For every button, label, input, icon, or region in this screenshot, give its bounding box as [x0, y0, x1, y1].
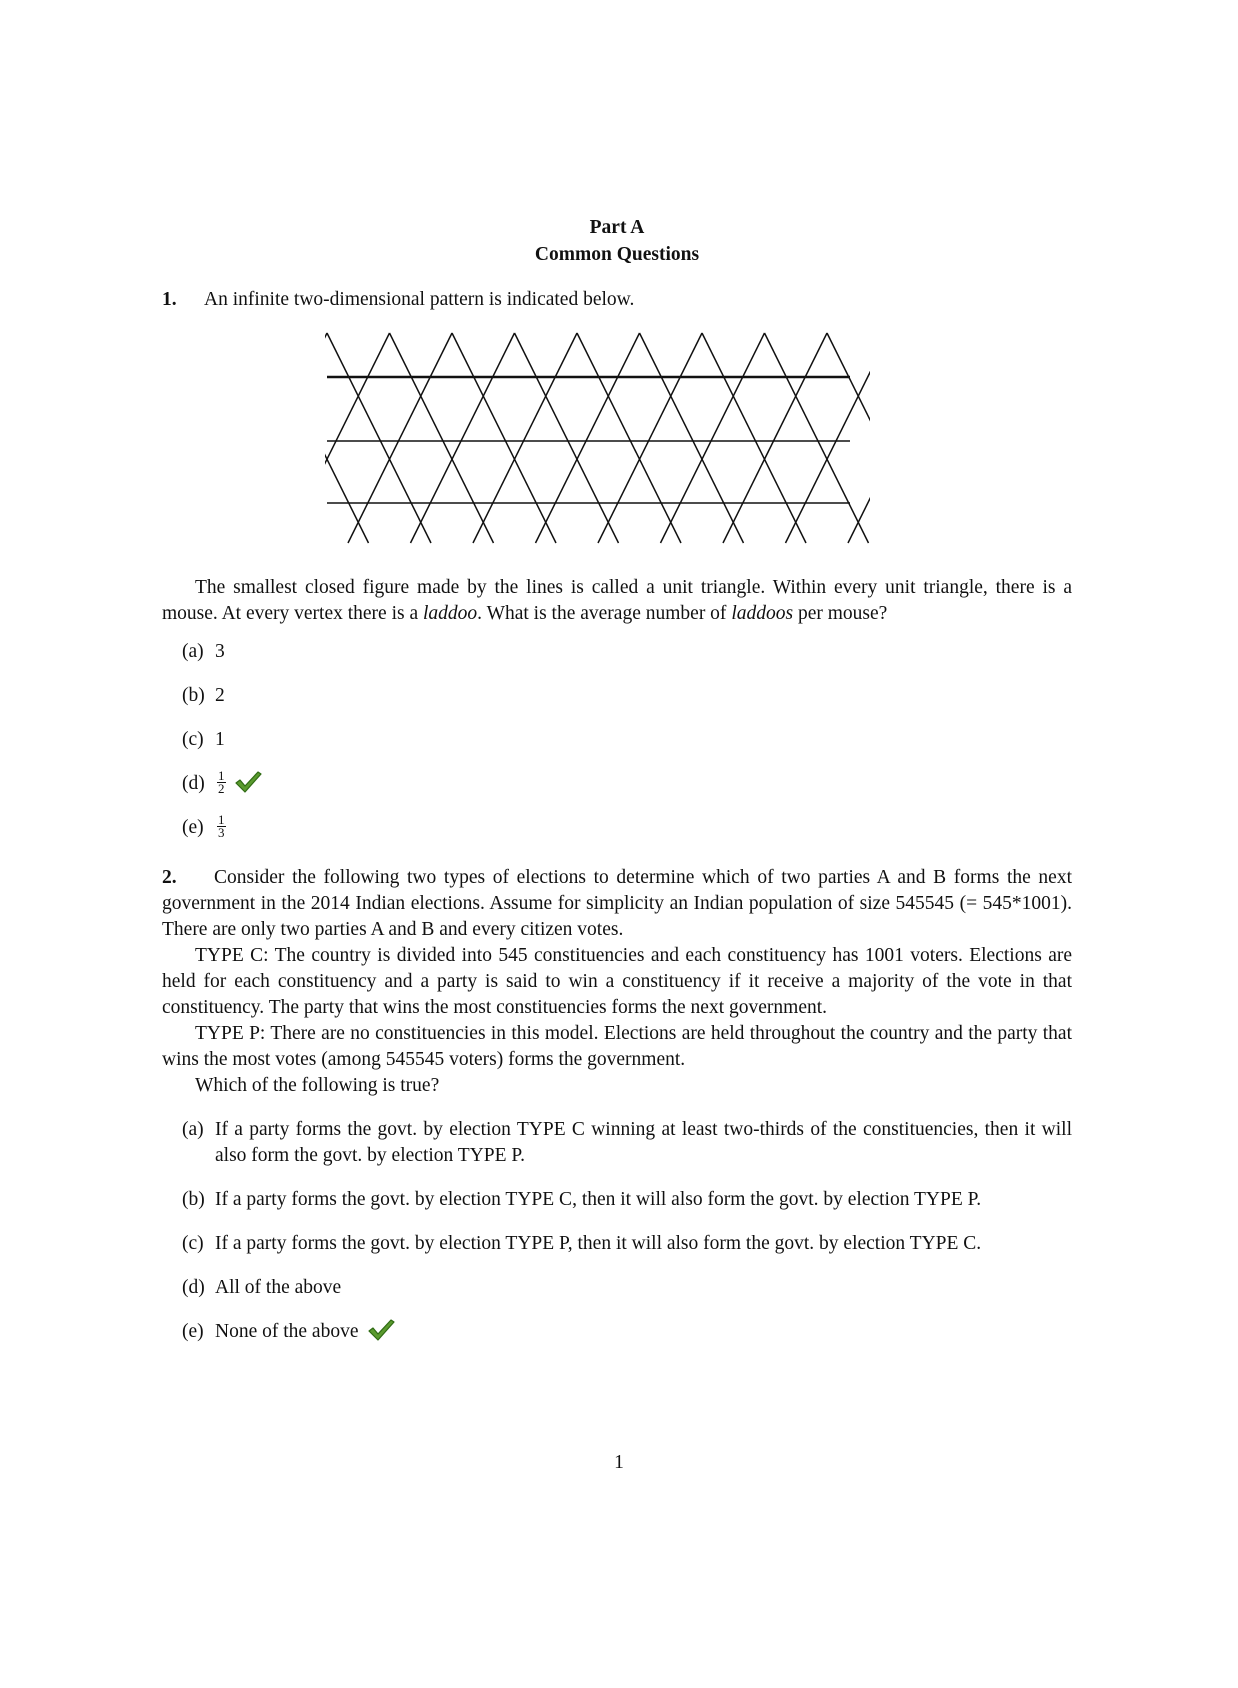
diagonal-line [827, 333, 910, 543]
option-label: (b) [182, 1189, 205, 1211]
option-text: If a party forms the govt. by election TYPE P, then it will also form the govt. by election TYPE C. [215, 1233, 982, 1255]
option-label: (c) [182, 729, 204, 750]
diagonal-line [411, 333, 515, 543]
checkmark-icon [234, 770, 262, 794]
option-item [182, 1319, 1072, 1345]
diagonal-line [786, 333, 890, 543]
option-item [182, 683, 1072, 709]
body-text: per mouse? [793, 603, 888, 624]
fraction [217, 814, 226, 839]
option-item [182, 1117, 1072, 1169]
diagonal-line [390, 333, 494, 543]
option-text: None of the above [215, 1321, 359, 1343]
question-number: 2. [162, 867, 177, 889]
diagonal-line [515, 333, 619, 543]
part-title: Part A [589, 217, 645, 238]
triangle-lattice [325, 327, 910, 557]
diagonal-line [325, 333, 369, 543]
option-label: (e) [182, 817, 204, 839]
option-label: (e) [182, 1321, 204, 1343]
option-label: (d) [182, 773, 205, 794]
question-2-intro [162, 865, 1072, 943]
option-label: (a) [182, 641, 204, 662]
part-subtitle: Common Questions [534, 244, 700, 265]
option-item [182, 1275, 1072, 1301]
diagonal-line [325, 333, 327, 543]
option-label: (d) [182, 1277, 205, 1299]
question-2 [162, 865, 1072, 1099]
option-label: (b) [182, 685, 205, 706]
diagonal-line [327, 333, 431, 543]
option-label: (a) [182, 1119, 204, 1141]
diagonal-line [702, 333, 806, 543]
option-text: If a party forms the govt. by election TYPE C winning at least two-thirds of the constituencies, then it will also form the govt. by election TYPE P. [215, 1119, 1072, 1167]
question-intro: An infinite two-dimensional pattern is indicated below. [204, 289, 635, 310]
body-text: The smallest closed figure made by the lines is called a unit triangle. Within every unit triangle, there is a mouse. At every vertex there is a [162, 577, 1072, 624]
question-1 [162, 287, 1072, 313]
option-item [182, 1231, 1072, 1257]
type-p-description: TYPE P: There are no constituencies in this model. Elections are held throughout the country and the party that wins the most votes (among 545545 voters) forms the government. [162, 1023, 1072, 1071]
type-c-description: TYPE C: The country is divided into 545 constituencies and each constituency has 1001 voters. Elections are held for each constituency and a party is said to win a constituency if it receive a majority of the vote in that constituency. The party that wins the most constituencies forms the next government. [162, 945, 1072, 1019]
fraction-denominator: 2 [218, 781, 225, 797]
triangle-pattern-figure [325, 327, 910, 557]
question-1-body [162, 575, 1072, 627]
fraction-numerator: 1 [218, 812, 225, 828]
option-item [182, 727, 1072, 753]
page [162, 214, 1072, 1363]
option-text: 3 [215, 641, 225, 662]
option-text: If a party forms the govt. by election TYPE C, then it will also form the govt. by election TYPE P. [215, 1189, 982, 1211]
fraction-numerator: 1 [218, 768, 225, 784]
question-1-options [182, 639, 1072, 841]
diagonal-line [765, 333, 869, 543]
diagonal-line [723, 333, 827, 543]
diagonal-line [348, 333, 452, 543]
body-text: . What is the average number of [477, 603, 732, 624]
question-prompt: Which of the following is true? [195, 1075, 440, 1097]
option-text: 1 [215, 729, 225, 750]
diagonal-line [452, 333, 556, 543]
question-intro: Consider the following two types of elections to determine which of two parties A and B forms the next government in the 2014 Indian elections. Assume for simplicity an Indian population of size 545545 (= 545*1001). There are only two parties A and B and every citizen votes. [162, 867, 1072, 941]
question-2-options [182, 1117, 1072, 1345]
diagonal-line [848, 333, 910, 543]
diagonal-line [577, 333, 681, 543]
fraction [217, 770, 226, 795]
option-item [182, 1187, 1072, 1213]
question-number: 1. [162, 289, 177, 310]
option-text: 2 [215, 685, 225, 706]
diagonal-line [536, 333, 640, 543]
diagonal-line [473, 333, 577, 543]
option-item [182, 812, 1072, 841]
option-item [182, 768, 1072, 797]
option-text: All of the above [215, 1277, 342, 1299]
body-emphasis: laddoos [731, 603, 794, 624]
option-label: (c) [182, 1233, 204, 1255]
fraction-denominator: 3 [218, 825, 225, 841]
heading [162, 214, 1072, 268]
body-emphasis: laddoo [423, 603, 478, 624]
option-item [182, 639, 1072, 665]
checkmark-icon [367, 1318, 395, 1342]
diagonal-line [890, 333, 911, 543]
diagonal-line [640, 333, 744, 543]
diagonal-line [661, 333, 765, 543]
page-number: 1 [614, 1452, 624, 1473]
diagonal-line [598, 333, 702, 543]
